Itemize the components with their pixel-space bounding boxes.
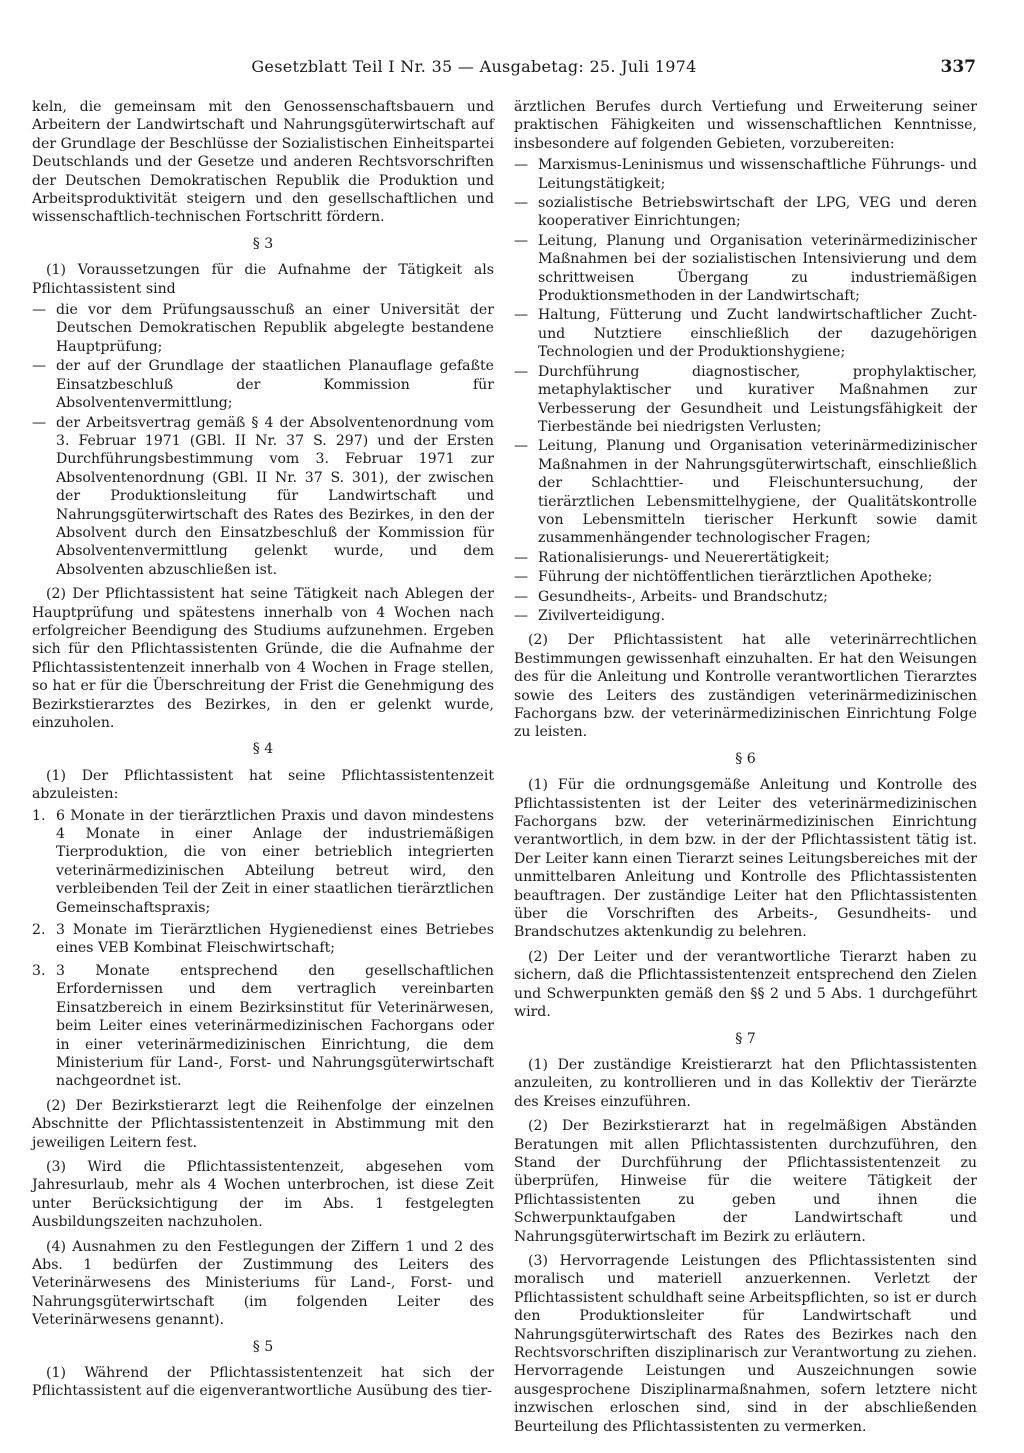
paragraph: keln, die gemeinsam mit den Genossenschaftsbauern und Arbeitern der Landwirtschaft und Nahrungsgüterwirtschaft auf der Grundlage der Beschlüsse der Sozialistischen Einheitspartei Deutschlands und der Gesetze und anderen Rechtsvorschriften der Deutschen Demokratischen Republik die Produktion und Arbeitsproduktivität steigern und den gesellschaftlichen und wissenschaftlich-technischen Fortschritt fördern. <box>32 99 494 226</box>
right-column <box>514 98 977 1439</box>
paragraph: (3) Wird die Pflichtassistentenzeit, abgesehen vom Jahresurlaub, mehr als 4 Wochen unterbrochen, ist diese Zeit unter Berücksichtigung der im Abs. 1 festgelegten Ausbildungszeiten nachzuholen. <box>32 1158 494 1231</box>
page-header <box>32 52 976 82</box>
list-item-text: Haltung, Fütterung und Zucht landwirtschaftlicher Zucht- und Nutztiere einschließlich der dazugehörigen Technologien und der Produktionshygiene; <box>538 307 977 361</box>
paragraph: (2) Der Bezirkstierarzt hat in regelmäßigen Abständen Beratungen mit allen Pflichtassistenten durchzuführen, den Stand der Durchführung der Pflichtassistentenzeit zu überprüfen, Hinweise für die weitere Tätigkeit der Pflichtassistenten zu geben und ihnen die Schwerpunktaufgaben der Landwirtschaft und Nahrungsgüterwirtschaft im Bezirk zu erläutern. <box>514 1118 977 1245</box>
list-item-text: der Arbeitsvertrag gemäß § 4 der Absolventenordnung vom 3. Februar 1971 (GBl. II Nr. 37 S. 297) und der Ersten Durchführungsbestimmung vom 3. Februar 1971 zur Absolventenordnung (GBl. II Nr. 37 S. 301), der zwischen der Produktionsleitung für Landwirtschaft und Nahrungsgüterwirtschaft des Rates des Bezirkes, in den der Absolvent durch den Einsatzbeschluß der Kommission für Absolventenvermittlung gelenkt wurde, und dem Absolventen abzuschließen ist. <box>56 414 494 578</box>
paragraph: (1) Voraussetzungen für die Aufnahme der Tätigkeit als Pflichtassistent sind <box>32 262 494 297</box>
list-item: — die vor dem Prüfungsausschuß an einer Universität der Deutschen Demokratischen Republik abgelegte bestandene Hauptprüfung; <box>32 302 494 355</box>
section-heading: § 7 <box>735 1030 756 1047</box>
list-item: — Durchführung diagnostischer, prophylaktischer, metaphylaktischer und kurativer Maßnahmen zur Verbesserung der Gesundheit und Leistungsfähigkeit der Tierbestände bei niedrigsten Verlusten; <box>514 363 977 435</box>
list-item-text: Rationalisierungs- und Neuerertätigkeit; <box>538 549 830 566</box>
paragraph: ärztlichen Berufes durch Vertiefung und Erweiterung seiner praktischen Fähigkeiten und wissenschaftlichen Kenntnisse, insbesondere auf folgenden Gebieten, vorzubereiten: <box>514 99 977 152</box>
header-title: Gesetzblatt Teil I Nr. 35 — Ausgabetag: 25. Juli 1974 <box>251 57 697 76</box>
list-item: — der auf der Grundlage der staatlichen Planauflage gefaßte Einsatzbeschluß der Kommission für Absolventenvermittlung; <box>32 358 494 412</box>
list-item: — Haltung, Fütterung und Zucht landwirtschaftlicher Zucht- und Nutztiere einschließlich der dazugehörigen Technologien und der Produktionshygiene; <box>514 307 977 361</box>
list-item-text: Gesundheits-, Arbeits- und Brandschutz; <box>538 588 828 605</box>
list-item-text: die vor dem Prüfungsausschuß an einer Universität der Deutschen Demokratischen Republik abgelegte bestandene Hauptprüfung; <box>56 302 494 355</box>
list-item-text: Marxismus-Leninismus und wissenschaftliche Führungs- und Leitungstätigkeit; <box>538 157 977 192</box>
section-heading: § 6 <box>735 750 756 767</box>
list-item: — sozialistische Betriebswirtschaft der LPG, VEG und deren kooperativer Einrichtungen; <box>514 195 977 230</box>
paragraph: (3) Hervorragende Leistungen des Pflichtassistenten sind moralisch und materiell anzuerkennen. Verletzt der Pflichtassistent schuldhaft seine Arbeitspflichten, so ist er durch den Produktionsleiter für Landwirtschaft und Nahrungsgüterwirtschaft des Rates des Bezirkes nach den Rechtsvorschriften disziplinarisch zur Verantwortung zu ziehen. Hervorragende Leistungen und Auszeichnungen sowie ausgesprochene Disziplinarmaßnahmen, sofern letztere nicht inzwischen erloschen sind, sind in der abschließenden Beurteilung des Pflichtassistenten zu vermerken. <box>514 1252 977 1435</box>
paragraph: (4) Ausnahmen zu den Festlegungen der Ziffern 1 und 2 des Abs. 1 bedürfen der Zustimmung des Leiters des Veterinärwesens des Ministeriums für Land-, Forst- und Nahrungsgüterwirtschaft (im folgenden Leiter des Veterinärwesens genannt). <box>32 1238 494 1329</box>
paragraph: (2) Der Leiter und der verantwortliche Tierarzt haben zu sichern, daß die Pflichtassistentenzeit entsprechend den Zielen und Schwerpunkten gemäß den §§ 2 und 5 Abs. 1 durchgeführt wird. <box>514 948 977 1021</box>
paragraph: (1) Der zuständige Kreistierarzt hat den Pflichtassistenten anzuleiten, zu kontrollieren und in das Kollektiv der Tierärzte des Kreises einzuführen. <box>514 1056 977 1110</box>
item-number: 2. <box>32 922 46 939</box>
list-item: — Gesundheits-, Arbeits- und Brandschutz; <box>514 588 828 605</box>
section-heading: § 5 <box>252 1338 274 1355</box>
section-heading: § 3 <box>252 235 274 252</box>
list-item: — Führung der nichtöffentlichen tierärztlichen Apotheke; <box>514 569 933 586</box>
paragraph: (2) Der Pflichtassistent hat alle veterinärrechtlichen Bestimmungen gewissenhaft einzuhalten. Er hat den Weisungen des für die Anleitung und Kontrolle verantwortlichen Tierarztes sowie des Leiters des zuständigen veterinärmedizinischen Fachorgans bzw. der veterinärmedizinischen Einrichtung Folge zu leisten. <box>514 632 977 741</box>
list-item-text: Zivilverteidigung. <box>538 607 666 624</box>
list-item-text: Durchführung diagnostischer, prophylaktischer, metaphylaktischer und kurativer Maßnahmen zur Verbesserung der Gesundheit und Leistungsfähigkeit der Tierbestände bei niedrigsten Verlusten; <box>538 363 977 435</box>
paragraph: (1) Während der Pflichtassistentenzeit hat sich der Pflichtassistent auf die eigenverantwortliche Ausübung des tier- <box>32 1365 494 1400</box>
item-number: 3. <box>32 962 46 979</box>
paragraph: (1) Der Pflichtassistent hat seine Pflichtassistentenzeit abzuleisten: <box>32 767 494 803</box>
numbered-item <box>32 962 494 1091</box>
numbered-item <box>32 921 494 958</box>
numbered-item <box>32 807 494 917</box>
list-item: — Zivilverteidigung. <box>514 607 666 624</box>
list-item: — der Arbeitsvertrag gemäß § 4 der Absolventenordnung vom 3. Februar 1971 (GBl. II Nr. 37 S. 297) und der Ersten Durchführungsbestimmung vom 3. Februar 1971 zur Absolventenordnung (GBl. II Nr. 37 S. 301), der zwischen der Produktionsleitung für Landwirtschaft und Nahrungsgüterwirtschaft des Rates des Bezirkes, in den der Absolvent durch den Einsatzbeschluß der Kommission für Absolventenvermittlung gelenkt wurde, und dem Absolventen abzuschließen ist. <box>32 414 494 578</box>
list-item-text: Leitung, Planung und Organisation veterinärmedizinischer Maßnahmen in der Nahrungsgüterwirtschaft, einschließlich der Schlachttier- und Fleischuntersuchung, der tierärztlichen Lebensmittelhygiene, der Qualitätskontrolle von Lebensmitteln tierischer Herkunft sowie damit zusammenhängender technologischer Fragen; <box>538 438 977 547</box>
left-column <box>32 98 494 1404</box>
list-item-text: der auf der Grundlage der staatlichen Planauflage gefaßte Einsatzbeschluß der Kommission für Absolventenvermittlung; <box>56 358 494 412</box>
list-item: — Marxismus-Leninismus und wissenschaftliche Führungs- und Leitungstätigkeit; <box>514 157 977 192</box>
list-item: — Rationalisierungs- und Neuerertätigkeit; <box>514 549 830 566</box>
list-item: — Leitung, Planung und Organisation veterinärmedizinischer Maßnahmen bei der sozialistischen Intensivierung und dem schrittweisen Übergang zu industriemäßigen Produktionsmethoden in der Landwirtschaft; <box>514 232 977 305</box>
numbered-item-text: 3 Monate entsprechend den gesellschaftlichen Erfordernissen und dem vertraglich vereinbarten Einsatzbereich in einem Bezirksinstitut für Veterinärwesen, beim Leiter eines veterinärmedizinischen Fachorgans oder in einer veterinärmedizinischen Einrichtung, die dem Ministerium für Land-, Forst- und Nahrungsgüterwirtschaft nachgeordnet ist. <box>56 962 494 1090</box>
list-item-text: Führung der nichtöffentlichen tierärztlichen Apotheke; <box>538 569 933 586</box>
list-item: — Leitung, Planung und Organisation veterinärmedizinischer Maßnahmen in der Nahrungsgüterwirtschaft, einschließlich der Schlachttier- und Fleischuntersuchung, der tierärztlichen Lebensmittelhygiene, der Qualitätskontrolle von Lebensmitteln tierischer Herkunft sowie damit zusammenhängender technologischer Fragen; <box>514 438 977 547</box>
numbered-item-text: 3 Monate im Tierärztlichen Hygienedienst eines Betriebes eines VEB Kombinat Fleischwirtschaft; <box>56 922 494 957</box>
page-number: 337 <box>940 57 976 77</box>
paragraph: (2) Der Bezirkstierarzt legt die Reihenfolge der einzelnen Abschnitte der Pflichtassistentenzeit in Abstimmung mit den jeweiligen Leitern fest. <box>32 1097 494 1151</box>
section-heading: § 4 <box>252 741 274 758</box>
item-number: 1. <box>32 807 46 824</box>
paragraph: (1) Für die ordnungsgemäße Anleitung und Kontrolle des Pflichtassistenten ist der Leiter des veterinärmedizinischen Fachorgans bzw. der veterinärmedizinischen Einrichtung verantwortlich, in dem bzw. in der der Pflichtassistent tätig ist. Der Leiter kann einen Tierarzt seines Leitungsbereiches mit der unmittelbaren Anleitung und Kontrolle des Pflichtassistenten beauftragen. Der zuständige Leiter hat den Pflichtassistenten über die Vorschriften des Arbeits-, Gesundheits- und Brandschutzes aktenkundig zu belehren. <box>514 777 977 941</box>
paragraph: (2) Der Pflichtassistent hat seine Tätigkeit nach Ablegen der Hauptprüfung und spätestens innerhalb von 4 Wochen nach erfolgreicher Beendigung des Studiums aufzunehmen. Ergeben sich für den Pflichtassistenten Gründe, die die Aufnahme der Pflichtassistentenzeit innerhalb von 4 Wochen in Frage stellen, so hat er für die Überschreitung der Frist die Genehmigung des Bezirkstierarztes des Bezirkes, in den er gelenkt wurde, einzuholen. <box>32 586 494 731</box>
list-item-text: sozialistische Betriebswirtschaft der LPG, VEG und deren kooperativer Einrichtungen; <box>538 195 977 230</box>
list-item-text: Leitung, Planung und Organisation veterinärmedizinischer Maßnahmen bei der sozialistischen Intensivierung und dem schrittweisen Übergang zu industriemäßigen Produktionsmethoden in der Landwirtschaft; <box>538 232 977 305</box>
numbered-item-text: 6 Monate in der tierärztlichen Praxis und davon mindestens 4 Monate in einer Anlage der industriemäßigen Tierproduktion, die von einer betrieblich integrierten veterinärmedizinischen Abteilung betreut wird, den verbleibenden Teil der Zeit in einer staatlichen tierärztlichen Gemeinschaftspraxis; <box>56 807 494 916</box>
